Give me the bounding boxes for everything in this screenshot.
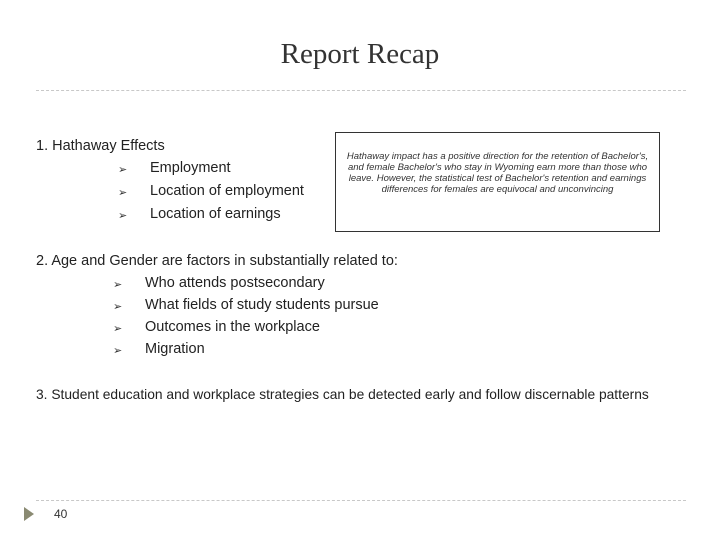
callout-box — [335, 132, 660, 232]
section2-item: Migration — [145, 341, 205, 357]
footer-divider — [36, 500, 686, 501]
callout-text: Hathaway impact has a positive direction for the retention of Bachelor's, and female Bachelor's who stay in Wyoming earn more than those who leave. However, the statistical test of Bachelor's retention and earnings differences for females are equivocal and unconvincing — [346, 151, 649, 195]
arrow-bullet-icon: ➢ — [118, 187, 128, 199]
section2-item: Outcomes in the workplace — [145, 319, 320, 335]
section1-item: Location of employment — [150, 183, 304, 199]
page-number: 40 — [54, 507, 68, 521]
section1-item: Location of earnings — [150, 206, 281, 222]
section3-text: 3. Student education and workplace strategies can be detected early and follow discernable patterns — [36, 387, 649, 402]
play-triangle-icon — [24, 507, 34, 521]
arrow-bullet-icon: ➢ — [113, 345, 123, 357]
slide-title: Report Recap — [280, 38, 440, 70]
section2-item: Who attends postsecondary — [145, 275, 325, 291]
arrow-bullet-icon: ➢ — [118, 164, 128, 176]
arrow-bullet-icon: ➢ — [118, 210, 128, 222]
title-divider — [36, 90, 686, 91]
arrow-bullet-icon: ➢ — [113, 301, 123, 313]
arrow-bullet-icon: ➢ — [113, 279, 123, 291]
section1-heading: 1. Hathaway Effects — [36, 138, 165, 154]
section2-item: What fields of study students pursue — [145, 297, 379, 313]
section2-heading: 2. Age and Gender are factors in substantially related to: — [36, 253, 398, 269]
arrow-bullet-icon: ➢ — [113, 323, 123, 335]
section1-item: Employment — [150, 160, 231, 176]
